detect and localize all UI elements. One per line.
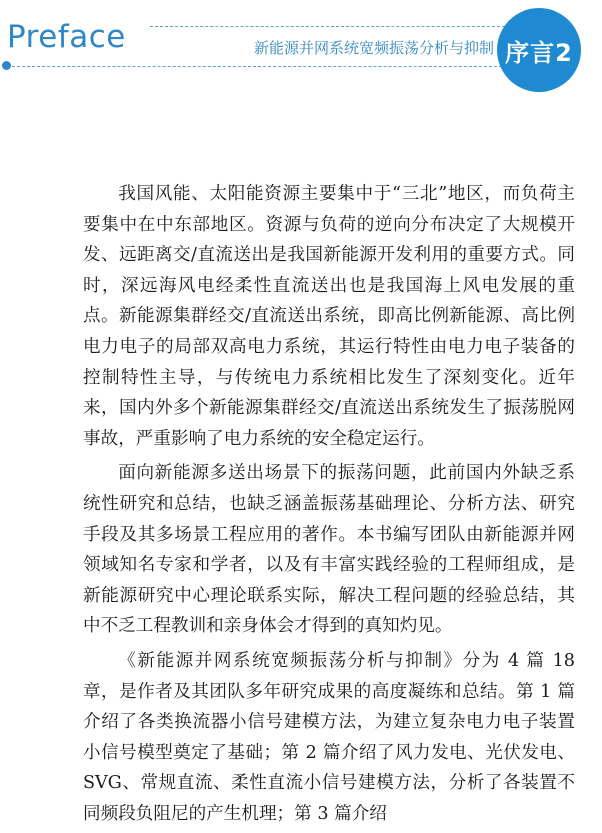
page-header (0, 0, 602, 80)
paragraph: 面向新能源多送出场景下的振荡问题，此前国内外缺乏系统性研究和总结，也缺乏涵盖振荡基础理论、分析方法、研究手段及其多场景工程应用的著作。本书编写团队由新能源并网领域知名专家和学者，以及有丰富实践经验的工程师组成，是新能源研究中心理论联系实际，解决工程问题的经验总结，其中不乏工程教训和亲身体会才得到的真知灼见。 (83, 463, 575, 637)
section-heading: Preface (7, 19, 126, 55)
chapter-badge: 序言2 (497, 8, 581, 92)
header-divider-top (150, 26, 505, 27)
running-book-title: 新能源并网系统宽频振荡分析与抑制 (253, 39, 494, 57)
preface-body (83, 179, 575, 833)
paragraph: 我国风能、太阳能资源主要集中于“三北”地区，而负荷主要集中在中东部地区。资源与负荷的逆向分布决定了大规模开发、远距离交/直流送出是我国新能源开发利用的重要方式。同时，深远海风电经柔性直流送出也是我国海上风电发展的重点。新能源集群经交/直流送出系统，即高比例新能源、高比例电力电子的局部双高电力系统，其运行特性由电力电子装备的控制特性主导，与传统电力系统相比发生了深刻变化。近年来，国内外多个新能源集群经交/直流送出系统发生了振荡脱网事故，严重影响了电力系统的安全稳定运行。 (83, 184, 575, 449)
paragraph: 《新能源并网系统宽频振荡分析与抑制》分为 4 篇 18 章，是作者及其团队多年研究成果的高度凝练和总结。第 1 篇介绍了各类换流器小信号建模方法，为建立复杂电力电子装置小信号模型奠定了基础；第 2 篇介绍了风力发电、光伏发电、SVG、常规直流、柔性直流小信号建模方法，分析了各装置不同频段负阻尼的产生机理；第 3 篇介绍 (83, 650, 575, 824)
divider-dot-icon (2, 61, 11, 70)
header-divider-bottom (12, 66, 502, 67)
